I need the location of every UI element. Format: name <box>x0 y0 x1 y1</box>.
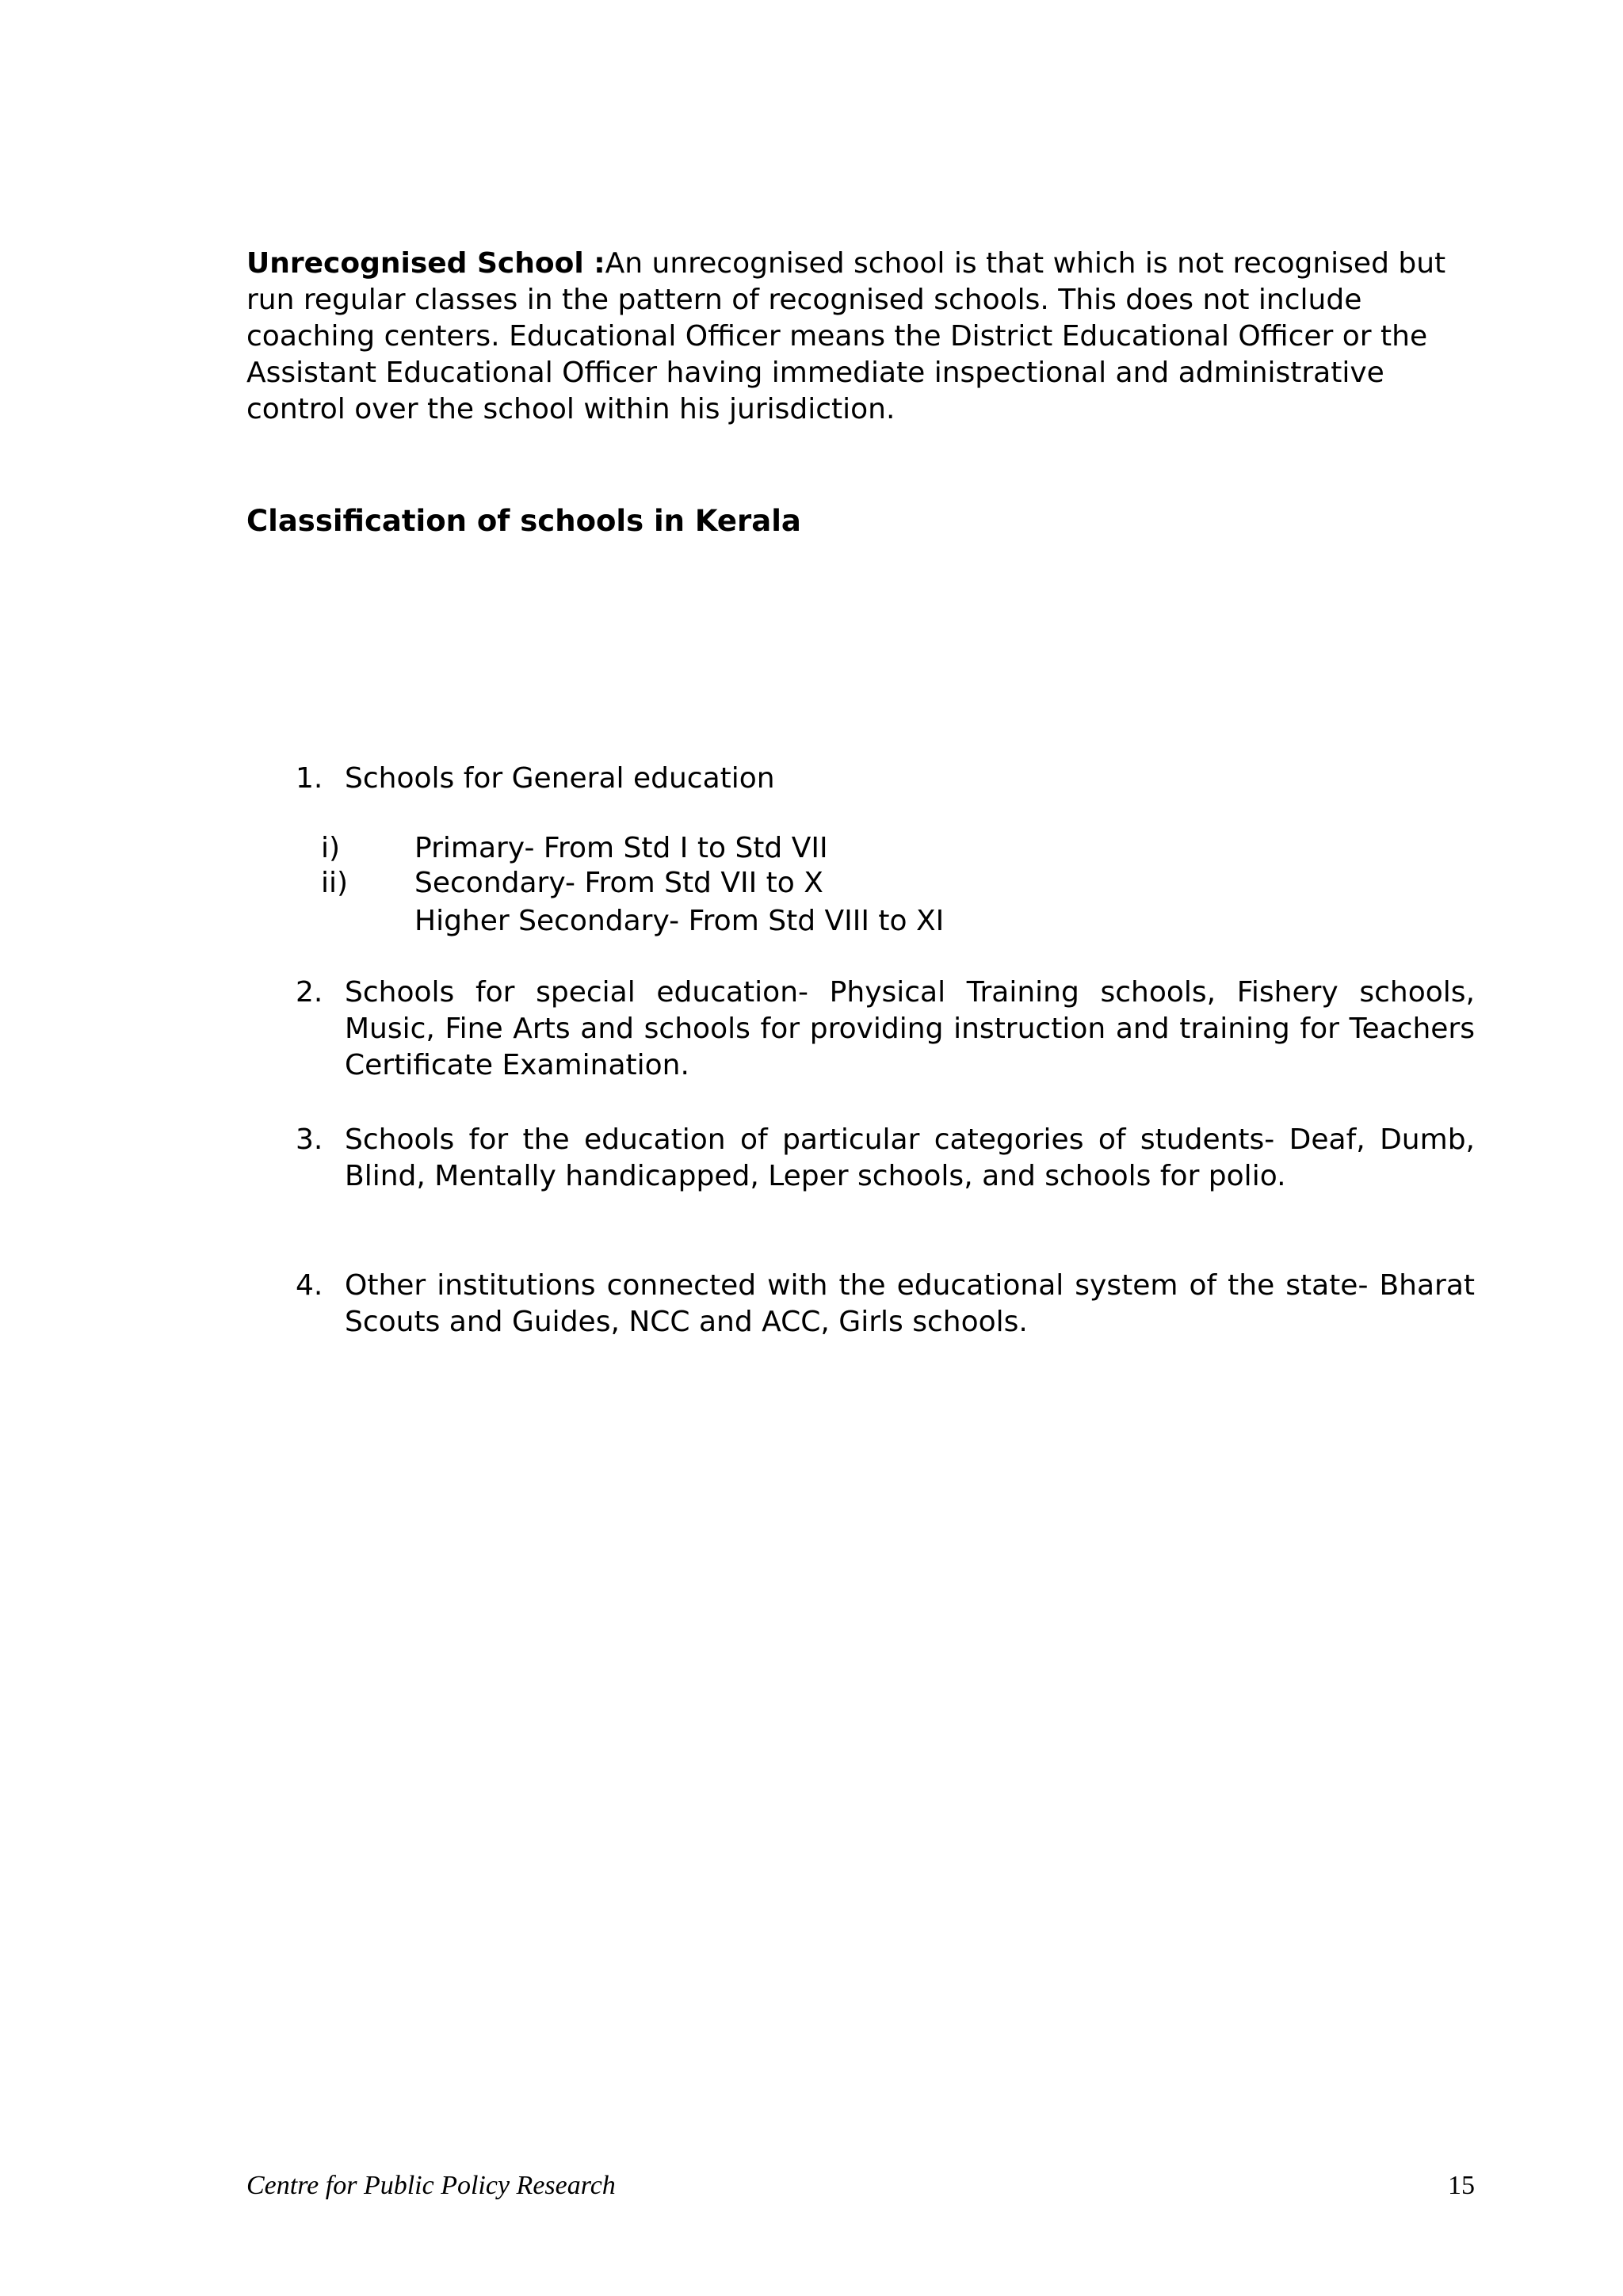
list-item-text: Schools for General education <box>345 762 775 795</box>
list-item <box>296 1268 1475 1341</box>
sub-list-item-number: i) <box>321 832 341 864</box>
list-item-number: 3. <box>296 1123 323 1156</box>
list-item-text: Schools for the education of particular categories of students- Deaf, Dumb, Blind, Mentally handicapped, Leper schools, and schools for polio. <box>345 1123 1475 1192</box>
list-item-number: 4. <box>296 1269 323 1302</box>
section-heading: Classification of schools in Kerala <box>246 504 801 538</box>
page-footer <box>246 2171 1475 2201</box>
definition-paragraph <box>246 246 1475 428</box>
footer-organization: Centre for Public Policy Research <box>246 2171 616 2200</box>
list-item <box>296 1122 1475 1195</box>
definition-text: An unrecognised school is that which is not recognised but run regular classes in the pattern of recognised schools. This does not include coaching centers. Educational Officer means the District Educational Officer or the Assistant Educational Officer having immediate inspectional and administrative control over the school within his jurisdiction. <box>246 247 1446 425</box>
page-body <box>246 246 1475 1338</box>
definition-term: Unrecognised School : <box>246 247 605 280</box>
sub-list-item-text: Primary- From Std I to Std VII <box>414 832 828 864</box>
page-number: 15 <box>1448 2171 1475 2200</box>
list-item <box>296 761 1475 797</box>
sub-list-item-number: ii) <box>321 867 349 899</box>
list-item-number: 2. <box>296 976 323 1009</box>
list-item <box>296 974 1475 1084</box>
list-item-text: Other institutions connected with the educational system of the state- Bharat Scouts and Guides, NCC and ACC, Girls schools. <box>345 1269 1475 1338</box>
list-item-number: 1. <box>296 762 323 795</box>
sub-list-item-text: Higher Secondary- From Std VIII to XI <box>414 905 945 937</box>
sub-list-item-text: Secondary- From Std VII to X <box>414 867 823 899</box>
list-item-text: Schools for special education- Physical Training schools, Fishery schools, Music, Fine Arts and schools for providing instruction and training for Teachers Certificate Examination. <box>345 976 1475 1081</box>
